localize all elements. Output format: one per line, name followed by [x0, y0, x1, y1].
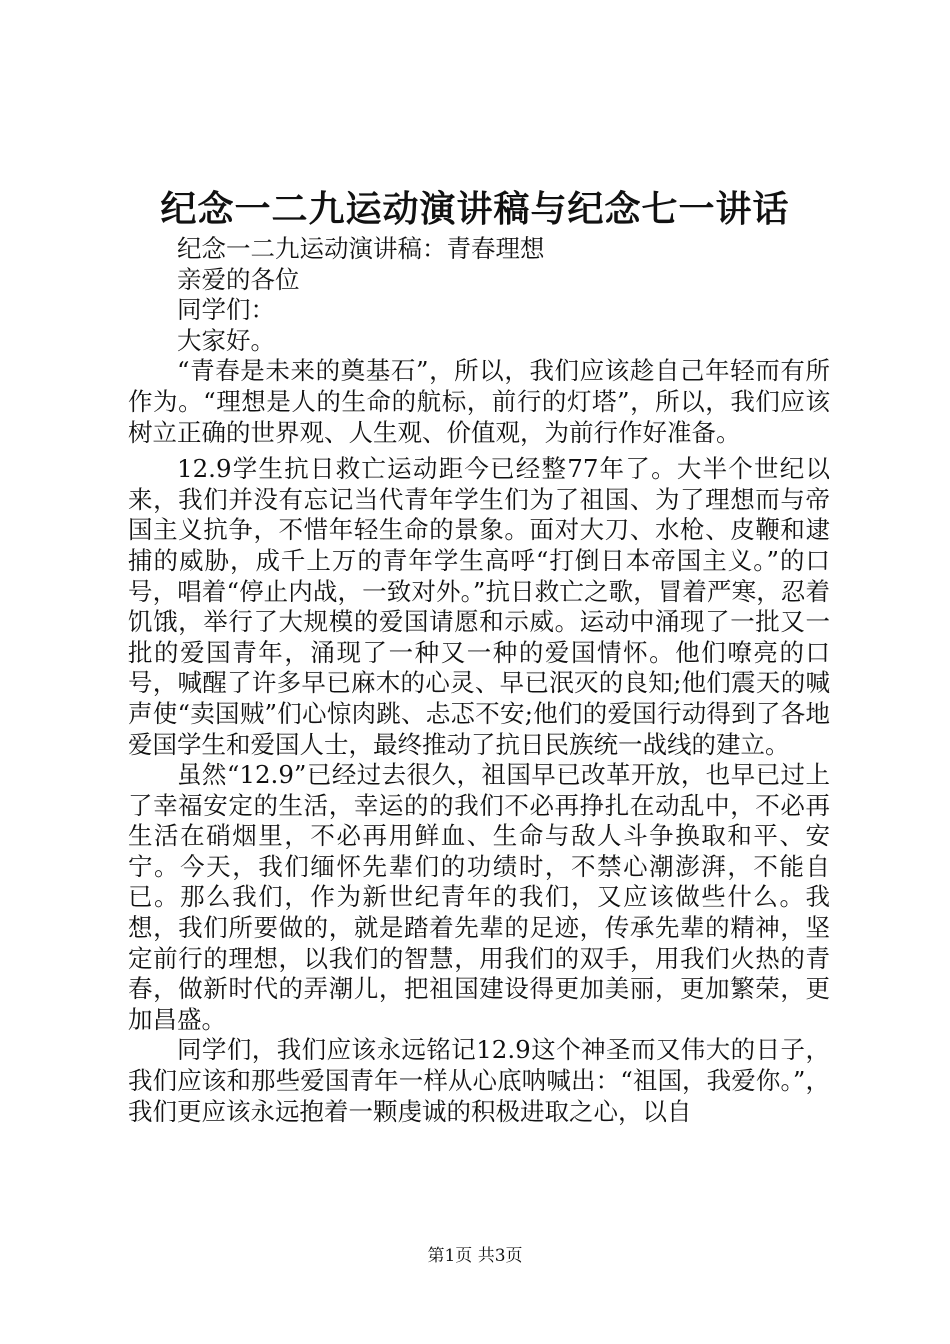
paragraph: 12.9学生抗日救亡运动距今已经整77年了。大半个世纪以来，我们并没有忘记当代青年学生们为了祖国、为了理想而与帝国主义抗争，不惜年轻生命的景象。面对大刀、水枪、皮鞭和逮捕的威胁，成千上万的青年学生高呼“打倒日本帝国主义。”的口号，唱着“停止内战，一致对外。”抗日救亡之歌，冒着严寒，忍着饥饿，举行了大规模的爱国请愿和示威。运动中涌现了一批又一批的爱国青年，涌现了一种又一种的爱国情怀。他们嘹亮的口号，喊醒了许多早已麻木的心灵、早已泯灭的良知;他们震天的喊声使“卖国贼”们心惊肉跳、忐忑不安;他们的爱国行动得到了各地爱国学生和爱国人士，最终推动了抗日民族统一战线的建立。: [128, 454, 830, 759]
page-number-footer: 第1页 共3页: [427, 1246, 523, 1266]
document-title: 纪念一二九运动演讲稿与纪念七一讲话: [160, 188, 790, 230]
paragraph: 同学们，我们应该永远铭记12.9这个神圣而又伟大的日子，我们应该和那些爱国青年一样从心底呐喊出：“祖国，我爱你。”，我们更应该永远抱着一颗虔诚的积极进取之心，以自: [128, 1035, 830, 1126]
salutation-line: 同学们：: [177, 295, 275, 325]
greeting-line: 大家好。: [177, 325, 275, 355]
paragraph: 虽然“12.9”已经过去很久，祖国早已改革开放，也早已过上了幸福安定的生活，幸运的的我们不必再挣扎在动乱中，不必再生活在硝烟里，不必再用鲜血、生命与敌人斗争换取和平、安宁。今天，我们缅怀先辈们的功绩时，不禁心潮澎湃，不能自已。那么我们，作为新世纪青年的我们，又应该做些什么。我想，我们所要做的，就是踏着先辈的足迹，传承先辈的精神，坚定前行的理想，以我们的智慧，用我们的双手，用我们火热的青春，做新时代的弄潮儿，把祖国建设得更加美丽，更加繁荣，更加昌盛。: [128, 760, 830, 1034]
document-body: [128, 234, 830, 1127]
subtitle-line: 纪念一二九运动演讲稿：青春理想: [177, 234, 545, 263]
salutation-line: 亲爱的各位: [177, 264, 300, 294]
paragraph: “青春是未来的奠基石”，所以，我们应该趁自己年轻而有所作为。“理想是人的生命的航标，前行的灯塔”，所以，我们应该树立正确的世界观、人生观、价值观，为前行作好准备。: [128, 356, 830, 447]
